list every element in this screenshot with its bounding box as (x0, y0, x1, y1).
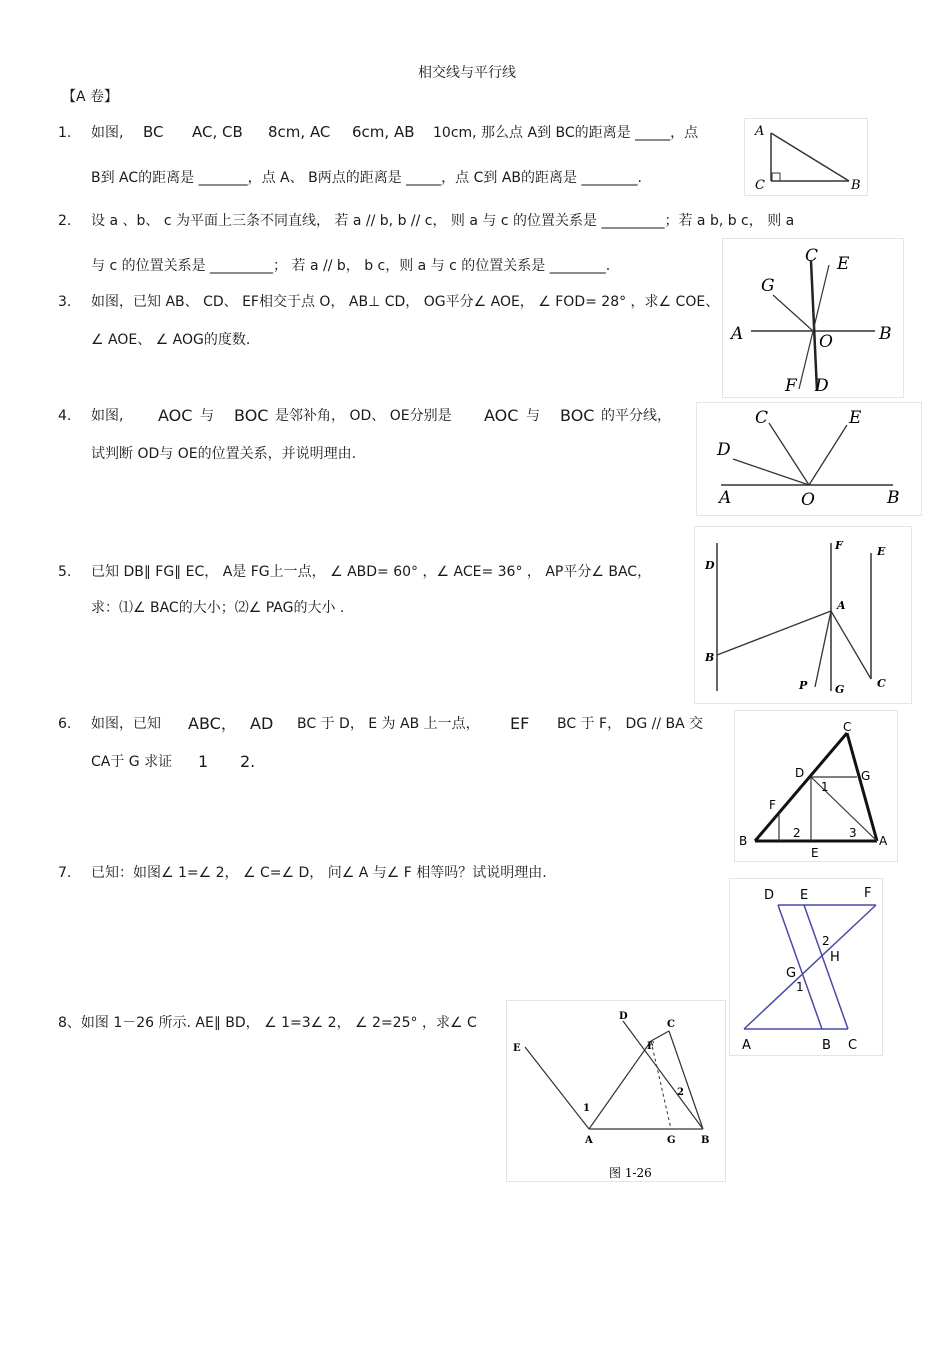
q4-line1-a: 如图, (91, 408, 124, 424)
figure-8 (506, 1000, 726, 1182)
q1-line1-d: 8cm, AC (268, 123, 331, 141)
fig6-label-f: F (769, 798, 776, 812)
q4-line1-c: 与 (200, 408, 214, 424)
fig8-label-a: A (585, 1135, 593, 1146)
figure-6 (734, 710, 898, 862)
q6-line1-f: BC 于 F， DG // BA 交 (557, 716, 704, 732)
figure-4 (696, 402, 922, 516)
fig8-label-b: B (701, 1135, 710, 1146)
fig7-label-b: B (822, 1038, 831, 1053)
fig7-label-a: A (742, 1038, 751, 1053)
fig6-label-2: 2 (793, 826, 801, 840)
fig6-label-c: C (843, 720, 852, 734)
q3-number: 3. (58, 294, 72, 310)
fig3-label-c: C (805, 246, 819, 266)
fig5-label-b: B (705, 651, 715, 664)
fig7-label-g: G (786, 966, 797, 981)
fig8-label-1: 1 (583, 1103, 590, 1114)
fig3-label-e: E (837, 254, 850, 274)
fig7-label-d: D (764, 888, 775, 903)
q6-line1-c: AD (250, 714, 274, 733)
q6-number: 6. (58, 716, 72, 732)
fig8-label-f: F (647, 1041, 655, 1052)
figure-1 (744, 118, 868, 196)
fig4-label-c: C (755, 408, 769, 428)
q4-line1-i: 的平分线， (601, 408, 671, 424)
figure-7 (729, 878, 883, 1056)
fig1-label-c: C (755, 178, 765, 193)
fig3-label-d: D (815, 376, 829, 396)
fig4-label-d: D (717, 440, 731, 460)
fig6-label-a: A (879, 834, 888, 848)
fig7-label-f: F (864, 886, 872, 901)
q4-line1-f: AOC (484, 406, 519, 425)
q3-line1: 如图，已知 AB、 CD、 EF相交于点 O， AB⊥ CD， OG平分∠ AOE， ∠ FOD= 28° ，求∠ COE、 (91, 294, 720, 310)
fig8-label-g: G (667, 1135, 676, 1146)
q6-line2-b: 1 (198, 752, 209, 771)
q6-line1-b: ABC， (188, 714, 237, 733)
fig3-label-o: O (819, 332, 833, 352)
fig3-label-f: F (785, 376, 797, 396)
q3-line2: ∠ AOE、 ∠ AOG的度数. (91, 332, 251, 348)
fig6-label-g: G (861, 769, 871, 783)
fig5-label-g: G (835, 683, 845, 696)
figure-3 (722, 238, 904, 398)
section-heading: 【A 卷】 (62, 89, 119, 105)
q6-line1-a: 如图，已知 (91, 716, 161, 732)
q6-line2-c: 2. (240, 752, 256, 771)
fig8-caption: 图 1-26 (609, 1166, 652, 1180)
q2-line1: 设 a 、b、 c 为平面上三条不同直线， 若 a // b, b // c， 则 a 与 c 的位置关系是 _________；若 a b, b c， 则 a (91, 213, 795, 229)
fig5-label-c: C (877, 677, 886, 690)
fig1-label-a: A (755, 124, 765, 139)
fig7-label-h: H (830, 950, 840, 965)
fig7-label-2: 2 (822, 934, 830, 948)
fig3-label-a: A (731, 324, 744, 344)
fig7-label-e: E (800, 888, 809, 903)
q4-line1-g: 与 (526, 408, 540, 424)
q1-line2: B到 AC的距离是 _______，点 A、 B两点的距离是 _____，点 C到 AB的距离是 ________. (91, 170, 642, 186)
fig8-label-2: 2 (677, 1087, 684, 1098)
q2-line2: 与 c 的位置关系是 _________； 若 a // b， b c，则 a 与 c 的位置关系是 ________. (91, 258, 611, 274)
figure-5 (694, 526, 912, 704)
fig8-label-e: E (513, 1043, 521, 1054)
fig3-label-b: B (879, 324, 892, 344)
fig5-label-e: E (877, 545, 886, 558)
fig5-label-a: A (837, 599, 846, 612)
q4-line2: 试判断 OD与 OE的位置关系，并说明理由. (91, 446, 357, 462)
q4-line1-e: 是邻补角， OD、 OE分别是 (275, 408, 452, 424)
q2-number: 2. (58, 213, 72, 229)
page-title: 相交线与平行线 (418, 65, 516, 81)
q6-line2-a: CA于 G 求证 (91, 754, 173, 770)
q4-line1-h: BOC (560, 406, 595, 425)
q4-line1-d: BOC (234, 406, 269, 425)
fig5-label-p: P (799, 679, 808, 692)
fig4-label-o: O (801, 490, 815, 510)
q1-line1-c: AC, CB (192, 123, 243, 141)
q7-line1: 已知：如图∠ 1=∠ 2， ∠ C=∠ D， 问∠ A 与∠ F 相等吗？试说明理由. (91, 865, 547, 881)
fig5-label-f: F (835, 539, 843, 552)
q4-line1-b: AOC (158, 406, 193, 425)
fig3-label-g: G (761, 276, 775, 296)
q1-line1-a: 如图, (91, 125, 124, 141)
q6-line1-e: EF (510, 714, 530, 733)
fig6-label-b: B (739, 834, 748, 848)
fig4-label-a: A (719, 488, 732, 508)
q4-number: 4. (58, 408, 72, 424)
q1-line1-b: BC (143, 123, 164, 141)
fig8-label-c: C (667, 1019, 675, 1030)
q7-number: 7. (58, 865, 72, 881)
fig6-label-e: E (811, 846, 819, 860)
fig4-label-e: E (849, 408, 862, 428)
fig6-label-3: 3 (849, 826, 857, 840)
fig7-label-c: C (848, 1038, 858, 1053)
fig5-label-d: D (705, 559, 715, 572)
q1-number: 1. (58, 125, 72, 141)
fig4-label-b: B (887, 488, 900, 508)
q6-line1-d: BC 于 D， E 为 AB 上一点， (297, 716, 480, 732)
q5-line1: 已知 DB∥ FG∥ EC， A是 FG上一点， ∠ ABD= 60° ，∠ ACE= 36° ， AP平分∠ BAC， (91, 564, 652, 580)
q8-line1: 8、如图 1－26 所示. AE∥ BD， ∠ 1=3∠ 2， ∠ 2=25° ，求∠ C (58, 1015, 477, 1031)
fig6-label-1: 1 (821, 780, 829, 794)
q1-line1-f: 10cm, 那么点 A到 BC的距离是 _____，点 (433, 125, 699, 141)
fig7-label-1: 1 (796, 980, 804, 994)
fig1-label-b: B (851, 178, 861, 193)
q5-number: 5. (58, 564, 72, 580)
fig8-label-d: D (619, 1011, 628, 1022)
q1-line1-e: 6cm, AB (352, 123, 415, 141)
q5-line2: 求：⑴∠ BAC的大小；⑵∠ PAG的大小 . (91, 600, 345, 616)
fig6-label-d: D (795, 766, 805, 780)
